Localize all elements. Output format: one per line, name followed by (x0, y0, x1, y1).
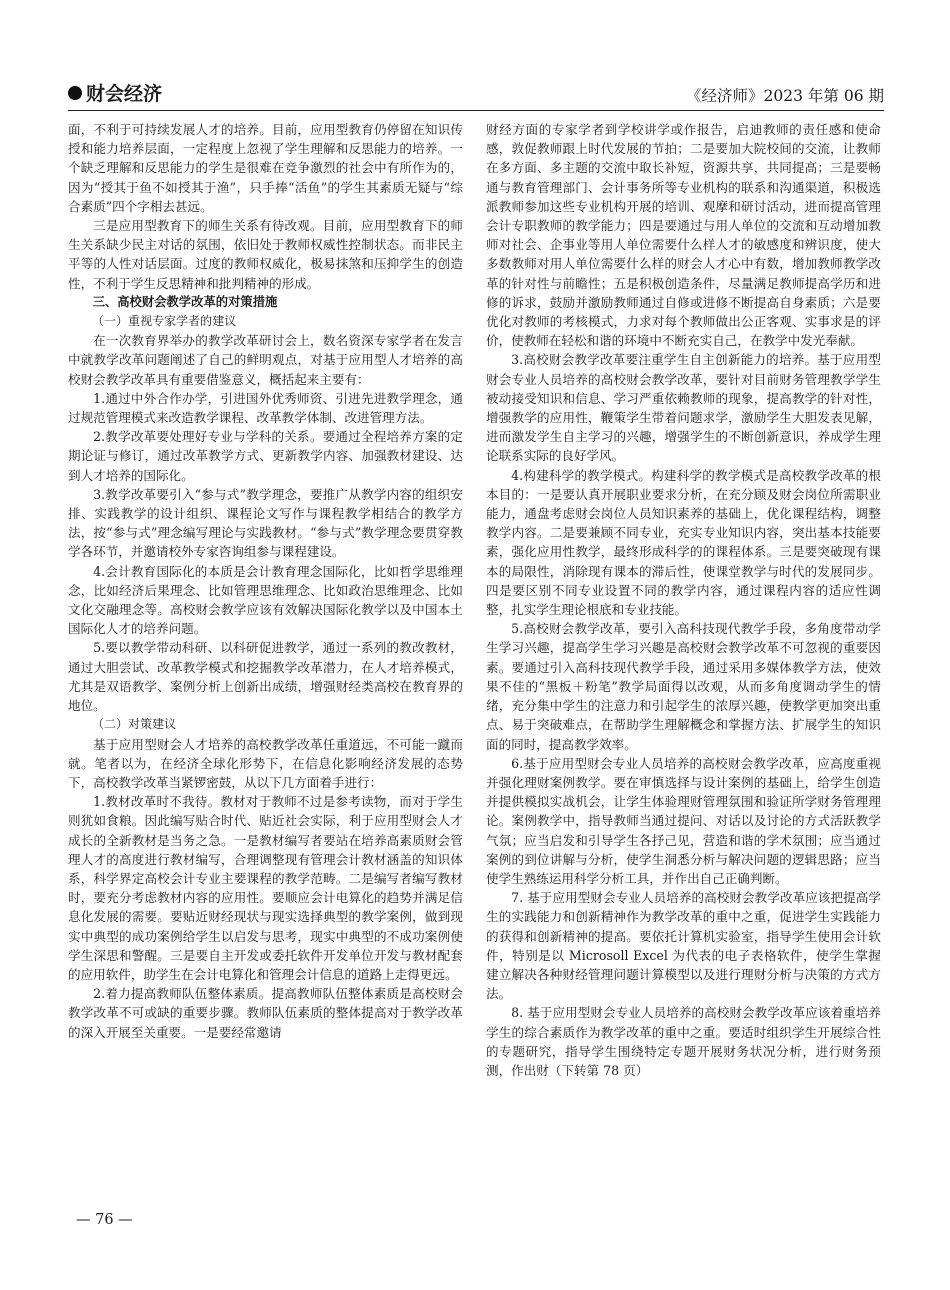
paragraph: 1.通过中外合作办学，引进国外优秀师资、引进先进教学理念，通过规范管理模式来改造教学课程、改革教学体制、改进管理方法。 (68, 390, 463, 426)
paragraph: 4.构建科学的教学模式。构建科学的教学模式是高校教学改革的根本目的：一是要认真开展职业要求分析，在充分顾及财会岗位所需职业能力，通盘考虑财会岗位人员知识素养的基础上，优化课程结构，调整教学内容。二是要兼顾不同专业，充实专业知识内容，突出基本技能要素，强化应用性教学，最终形成科学的的课程体系。三是要突破现有课本的局限性，消除现有课本的滞后性，使课堂教学与时代的发展同步。四是要区别不同专业设置不同的教学内容，通过课程内容的适应性调整，扎实学生理论根底和专业技能。 (486, 467, 881, 618)
paragraph: 在一次教育界举办的教学改革研讨会上，数名资深专家学者在发言中就教学改革问题阐述了自己的鲜明观点，对基于应用型人才培养的高校财会教学改革具有重要借鉴意义，概括起来主要有： (68, 333, 463, 387)
page-header (68, 76, 884, 106)
paragraph: 面，不利于可持续发展人才的培养。目前，应用型教育仍停留在知识传授和能力培养层面，一定程度上忽视了学生理解和反思能力的培养。一个缺乏理解和反思能力的学生是很难在竞争激烈的社会中有所作为的，因为“授其于鱼不如授其于渔”，只手捧“活鱼”的学生其素质无疑与“综合素质”四个字相去甚远。 (68, 122, 463, 214)
paragraph: 8. 基于应用型财会专业人员培养的高校财会教学改革应该着重培养学生的综合素质作为教学改革的重中之重。要适时组织学生开展综合性的专题研究，指导学生围绕特定专题开展财务状况分析，进行财务预测，作出财（下转第 78 页） (486, 1005, 881, 1078)
paragraph: 基于应用型财会人才培养的高校教学改革任重道远，不可能一蹴而就。笔者以为，在经济全球化形势下，在信息化影响经济发展的态势下，高校教学改革当紧锣密鼓，从以下几方面着手进行： (68, 736, 463, 790)
paragraph: 2.着力提高教师队伍整体素质。提高教师队伍整体素质是高校财会教学改革不可或缺的重要步骤。教师队伍素质的整体提高对于教学改革的深入开展至关重要。一是要经常邀请 (68, 986, 463, 1040)
header-rule (68, 110, 884, 111)
left-column (68, 120, 463, 1042)
paragraph: 财经方面的专家学者到学校讲学或作报告，启迪教师的责任感和使命感，敦促教师跟上时代发展的节拍；二是要加大院校间的交流，让教师在多方面、多主题的交流中取长补短，资源共享，共同提高；三是要畅通与教育管理部门、会计事务所等专业机构的联系和沟通渠道，积极选派教师参加这些专业机构开展的培训、观摩和研讨活动，进而提高管理会计专职教师的教学能力；四是要通过与用人单位的交流和互动增加教师对社会、企事业等用人单位需要什么样人才的敏感度和辨识度，使大多数教师对用人单位需要什么样的财会人才心中有数，增加教师教学改革的针对性与前瞻性；五是积极创造条件，尽量满足教师提高学历和进修的诉求，鼓励并激励教师通过自修或进修不断提高自身素质；六是要优化对教师的考核模式，力求对每个教师做出公正客观、实事求是的评价，使教师在轻松和谐的环境中不断充实自己，在教学中发光奉献。 (486, 122, 881, 349)
paragraph: 7. 基于应用型财会专业人员培养的高校财会教学改革应该把提高学生的实践能力和创新精神作为教学改革的重中之重，促进学生实践能力的获得和创新精神的提高。要依托计算机实验室，指导学生使用会计软件，特别是以 Microsoll Excel 为代表的电子表格软件，使学生掌握建立解决各种财经管理问题计算模型以及进行理财分析与决策的方式方法。 (486, 890, 881, 1002)
subsection-heading: （二）对策建议 (92, 717, 177, 732)
section-title: 财会经济 (86, 83, 163, 105)
paragraph: 3.高校财会教学改革要注重学生自主创新能力的培养。基于应用型财会专业人员培养的高校财会教学改革，要针对目前财务管理教学学生被动接受知识和信息、学习严重依赖教师的现象，提高教学的针对性，增强教学的应用性，鞭策学生带着问题求学，激励学生大胆发表见解，进而激发学生自主学习的兴趣，增强学生的不断创新意识，养成学生理论联系实际的良好学风。 (486, 352, 881, 464)
section-tag (68, 79, 162, 106)
paragraph: 2.教学改革要处理好专业与学科的关系。要通过全程培养方案的定期论证与修订，通过改革教学方式、更新教学内容、加强教材建设、达到人才培养的国际化。 (68, 429, 463, 483)
journal-issue: 《经济师》2023 年第 06 期 (686, 87, 884, 105)
paragraph: 4.会计教育国际化的本质是会计教育理念国际化，比如哲学思维理念，比如经济后果理念、比如管理思维理念、比如政治思维理念、比如文化交融理念等。高校财会教学应该有效解决国际化教学以及中国本土国际化人才的培养问题。 (68, 563, 463, 637)
paragraph: 5.要以教学带动科研、以科研促进教学，通过一系列的教改教材，通过大胆尝试、改革教学模式和挖掘教学改革潜力，在人才培养模式，尤其是双语教学、案例分析上创新出成绩，增强财经类高校在教育界的地位。 (68, 640, 463, 714)
paragraph: 1.教材改革时不我待。教材对于教师不过是参考读物，而对于学生则犹如食粮。因此编写贴合时代、贴近社会实际，利于应用型财会人才成长的全新教材是当务之急。一是教材编写者要站在培养高素质财会管理人才的高度进行教材编写，合理调整现有管理会计教材涵盖的知识体系，科学界定高校会计专业主要课程的教学范畴。二是编写者编写教材时，要充分考虑教材内容的应用性。要顺应会计电算化的趋势并满足信息化发展的需要。要贴近财经现状与现实选择典型的教学案例，做到现实中典型的成功案例给学生以启发与思考，现实中典型的不成功案例使学生深思和警醒。三是要自主开发或委托软件开发单位开发与教材配套的应用软件，助学生在会计电算化和管理会计信息的道路上走得更远。 (68, 794, 463, 982)
bullet-dot-icon (68, 86, 82, 100)
page-number: — 76 — (76, 1212, 133, 1228)
paragraph: 3.教学改革要引入“参与式”教学理念，要推广从教学内容的组织安排、实践教学的设计组织、课程论文写作与课程教学相结合的教学方法，按“参与式”理念编写理论与实践教材。“参与式”教学理念要贯穿教学各环节，并邀请校外专家咨询组参与课程建设。 (68, 486, 463, 560)
paragraph: 三是应用型教育下的师生关系有待改观。目前，应用型教育下的师生关系缺少民主对话的氛围，依旧处于教师权威性控制状态。而非民主平等的人性对话层面。过度的教师权威化，极易抹煞和压抑学生的创造性，不利于学生反思精神和批判精神的形成。 (68, 218, 463, 291)
paragraph: 5.高校财会教学改革，要引入高科技现代教学手段，多角度带动学生学习兴趣，提高学生学习兴趣是高校财会教学改革不可忽视的重要因素。要通过引入高科技现代教学手段，通过采用多媒体教学方法，使效果不佳的“黑板＋粉笔”教学局面得以改观，从而多角度调动学生的情绪，充分集中学生的注意力和引起学生的浓厚兴趣，使教学更加突出重点、易于突破难点，在帮助学生理解概念和掌握方法、扩展学生的知识面的同时，提高教学效率。 (486, 621, 881, 752)
right-column (486, 120, 881, 1080)
subsection-heading: （一）重视专家学者的建议 (92, 314, 237, 329)
paragraph: 6.基于应用型财会专业人员培养的高校财会教学改革，应高度重视并强化理财案例教学。要在审慎选择与设计案例的基础上，给学生创造并提供模拟实战机会，让学生体验理财管理氛围和验证所学财务管理理论。案例教学中，指导教师当通过提问、对话以及讨论的方式活跃教学气氛；应当启发和引导学生各抒己见，营造和谐的学术氛围；应当通过案例的到位讲解与分析，使学生洞悉分析与解决问题的逻辑思路；应当使学生熟练运用科学分析工具，并作出自己正确判断。 (486, 755, 881, 886)
section-heading: 三、高校财会教学改革的对策措施 (92, 294, 278, 309)
